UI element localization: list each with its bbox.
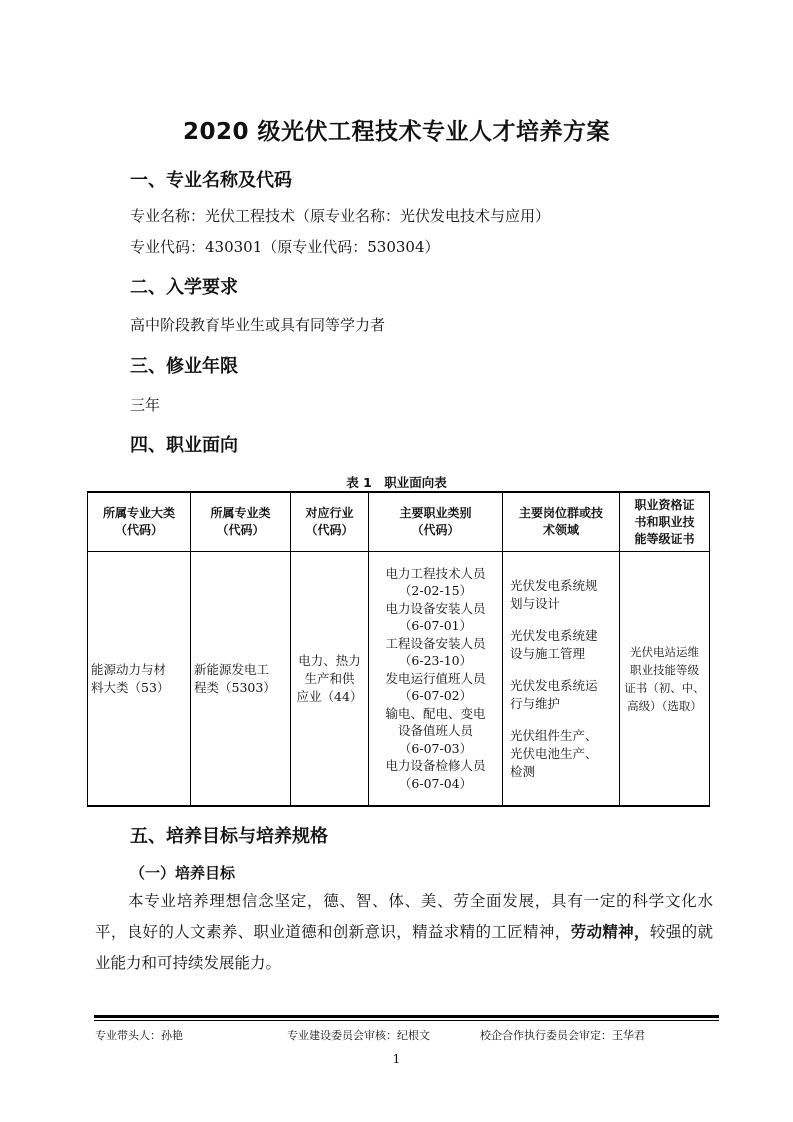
footer-rule-thin bbox=[94, 1020, 719, 1021]
page-title: 2020 级光伏工程技术专业人才培养方案 bbox=[182, 119, 611, 145]
table-cell-class: 新能源发电工 程类（5303） bbox=[191, 552, 291, 807]
section-heading-5: 五、培养目标与培养规格 bbox=[130, 826, 328, 847]
header-cell: 职业资格证 书和职业技 能等级证书 bbox=[620, 492, 710, 552]
footer-approve: 校企合作执行委员会审定：王华君 bbox=[480, 1029, 645, 1042]
table-header-row bbox=[88, 492, 710, 552]
table-cell-category: 能源动力与材 料大类（53） bbox=[88, 552, 191, 807]
occupation-table bbox=[87, 491, 710, 807]
section-heading-2: 二、入学要求 bbox=[130, 277, 238, 298]
table-cell-industry: 电力、热力 生产和供 应业（44） bbox=[291, 552, 369, 807]
header-cell: 所属专业类 （代码） bbox=[191, 492, 291, 552]
table-row bbox=[88, 552, 710, 807]
section-heading-3: 三、修业年限 bbox=[130, 356, 238, 377]
header-cell: 主要岗位群或技 术领域 bbox=[503, 492, 620, 552]
subsection-heading: （一）培养目标 bbox=[130, 864, 236, 882]
duration-text: 三年 bbox=[130, 396, 161, 414]
admission-text: 高中阶段教育毕业生或具有同等学力者 bbox=[130, 316, 386, 334]
header-cell: 对应行业 （代码） bbox=[291, 492, 369, 552]
table-caption: 表 1 职业面向表 bbox=[346, 475, 447, 490]
footer-lead: 专业带头人：孙艳 bbox=[95, 1029, 183, 1042]
section-heading-1: 一、专业名称及代码 bbox=[130, 170, 292, 191]
table-cell-occupations: 电力工程技术人员 （2-02-15） 电力设备安装人员 （6-07-01） 工程设备安装人员 （6-23-10） 发电运行值班人员 （6-07-02） 输电、配电、变电 设备值班人员 （6-07-03） 电力设备检修人员 （6-07-04） bbox=[369, 552, 503, 807]
major-name-line: 专业名称：光伏工程技术（原专业名称：光伏发电技术与应用） bbox=[130, 207, 551, 225]
header-cell: 主要职业类别 （代码） bbox=[369, 492, 503, 552]
section-heading-4: 四、职业面向 bbox=[130, 435, 238, 456]
table-cell-certificates: 光伏电站运维 职业技能等级 证书（初、中、 高级）（选取） bbox=[620, 552, 710, 807]
major-code-line: 专业代码：430301（原专业代码：530304） bbox=[130, 238, 440, 256]
page-number: 1 bbox=[392, 1052, 401, 1066]
footer-rule-thick bbox=[94, 1015, 719, 1018]
header-cell: 所属专业大类 （代码） bbox=[88, 492, 191, 552]
footer-review: 专业建设委员会审核：纪根文 bbox=[287, 1029, 430, 1042]
bold-phrase: 劳动精神， bbox=[570, 923, 650, 941]
table-cell-positions: 光伏发电系统规 划与设计 光伏发电系统建 设与施工管理 光伏发电系统运 行与维护 光伏组件生产、 光伏电池生产、 检测 bbox=[503, 552, 620, 807]
training-goal-paragraph: 本专业培养理想信念坚定，德、智、体、美、劳全面发展，具有一定的科学文化水平，良好的人文素养、职业道德和创新意识，精益求精的工匠精神，劳动精神，较强的就业能力和可持续发展能力。 bbox=[95, 892, 713, 972]
